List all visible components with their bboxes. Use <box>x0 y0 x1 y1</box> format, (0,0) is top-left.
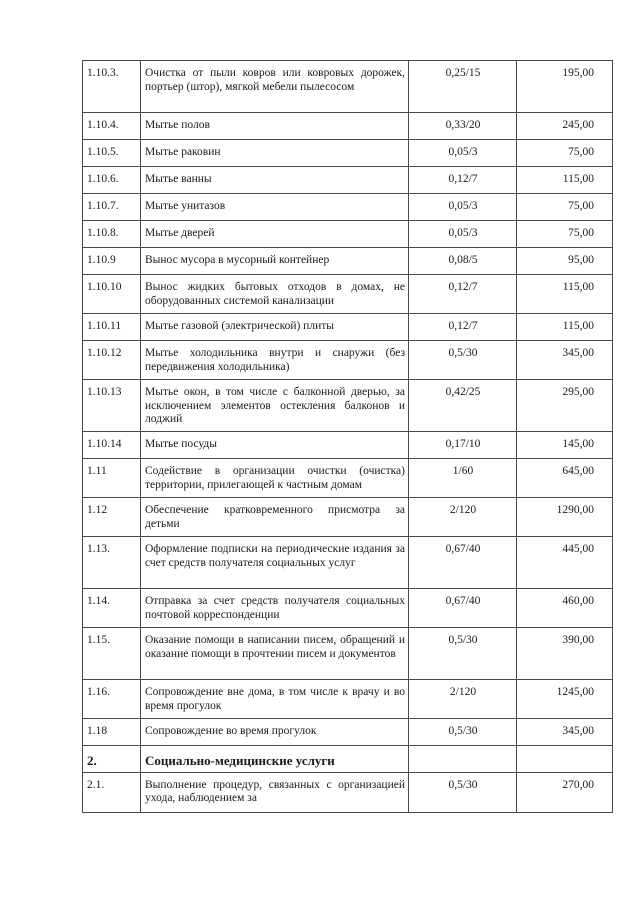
service-description: Оформление подписки на периодические издания за счет средств получателя социальных услуг <box>141 537 409 589</box>
service-price: 345,00 <box>517 341 613 380</box>
time-norm: 0,08/5 <box>409 248 517 275</box>
row-number: 1.10.10 <box>83 275 141 314</box>
service-description: Обеспечение кратковременного присмотра за детьми <box>141 498 409 537</box>
table-row <box>83 314 613 341</box>
row-number: 1.12 <box>83 498 141 537</box>
service-price: 1290,00 <box>517 498 613 537</box>
service-price: 445,00 <box>517 537 613 589</box>
service-description: Сопровождение во время прогулок <box>141 719 409 746</box>
table-row <box>83 772 613 812</box>
row-number: 1.16. <box>83 680 141 719</box>
table-row <box>83 221 613 248</box>
service-description: Мытье дверей <box>141 221 409 248</box>
services-price-table <box>82 60 613 813</box>
table-body <box>83 61 613 813</box>
section-title: Социально-медицинские услуги <box>141 746 409 773</box>
row-number: 1.13. <box>83 537 141 589</box>
time-norm: 2/120 <box>409 498 517 537</box>
table-row <box>83 432 613 459</box>
table-row <box>83 61 613 113</box>
time-norm: 0,05/3 <box>409 221 517 248</box>
service-price: 245,00 <box>517 113 613 140</box>
time-norm: 0,5/30 <box>409 719 517 746</box>
service-price: 1245,00 <box>517 680 613 719</box>
service-description: Выполнение процедур, связанных с организацией ухода, наблюдением за <box>141 772 409 812</box>
row-number: 1.18 <box>83 719 141 746</box>
time-norm: 0,17/10 <box>409 432 517 459</box>
table-row <box>83 628 613 680</box>
time-norm: 0,67/40 <box>409 537 517 589</box>
time-norm: 0,67/40 <box>409 589 517 628</box>
row-number: 2.1. <box>83 772 141 812</box>
empty-cell <box>517 746 613 773</box>
row-number: 1.15. <box>83 628 141 680</box>
row-number: 1.10.14 <box>83 432 141 459</box>
time-norm: 0,33/20 <box>409 113 517 140</box>
service-description: Оказание помощи в написании писем, обращений и оказание помощи в прочтении писем и документов <box>141 628 409 680</box>
section-header-row <box>83 746 613 773</box>
service-price: 195,00 <box>517 61 613 113</box>
time-norm: 1/60 <box>409 459 517 498</box>
row-number: 1.10.5. <box>83 140 141 167</box>
service-price: 460,00 <box>517 589 613 628</box>
service-description: Мытье унитазов <box>141 194 409 221</box>
service-description: Содействие в организации очистки (очистка) территории, прилегающей к частным домам <box>141 459 409 498</box>
table-row <box>83 680 613 719</box>
table-row <box>83 113 613 140</box>
table-row <box>83 341 613 380</box>
table-row <box>83 140 613 167</box>
service-description: Сопровождение вне дома, в том числе к врачу и во время прогулок <box>141 680 409 719</box>
time-norm: 0,42/25 <box>409 380 517 432</box>
time-norm: 0,05/3 <box>409 194 517 221</box>
service-description: Мытье ванны <box>141 167 409 194</box>
service-description: Мытье газовой (электрической) плиты <box>141 314 409 341</box>
service-description: Мытье раковин <box>141 140 409 167</box>
table-row <box>83 719 613 746</box>
service-price: 345,00 <box>517 719 613 746</box>
service-description: Вынос мусора в мусорный контейнер <box>141 248 409 275</box>
time-norm: 2/120 <box>409 680 517 719</box>
table-row <box>83 248 613 275</box>
time-norm: 0,5/30 <box>409 628 517 680</box>
service-price: 270,00 <box>517 772 613 812</box>
service-price: 75,00 <box>517 140 613 167</box>
service-price: 145,00 <box>517 432 613 459</box>
service-price: 75,00 <box>517 221 613 248</box>
service-price: 390,00 <box>517 628 613 680</box>
table-row <box>83 589 613 628</box>
service-description: Очистка от пыли ковров или ковровых дорожек, портьер (штор), мягкой мебели пылесосом <box>141 61 409 113</box>
row-number: 1.10.3. <box>83 61 141 113</box>
table-row <box>83 537 613 589</box>
service-price: 75,00 <box>517 194 613 221</box>
table-row <box>83 498 613 537</box>
service-price: 645,00 <box>517 459 613 498</box>
service-price: 115,00 <box>517 314 613 341</box>
table-row <box>83 167 613 194</box>
time-norm: 0,12/7 <box>409 275 517 314</box>
row-number: 1.10.6. <box>83 167 141 194</box>
row-number: 1.10.12 <box>83 341 141 380</box>
section-number: 2. <box>83 746 141 773</box>
service-description: Мытье посуды <box>141 432 409 459</box>
empty-cell <box>409 746 517 773</box>
service-price: 95,00 <box>517 248 613 275</box>
service-description: Отправка за счет средств получателя социальных почтовой корреспонденции <box>141 589 409 628</box>
service-price: 115,00 <box>517 275 613 314</box>
table-row <box>83 459 613 498</box>
time-norm: 0,5/30 <box>409 341 517 380</box>
time-norm: 0,12/7 <box>409 314 517 341</box>
service-price: 115,00 <box>517 167 613 194</box>
row-number: 1.10.9 <box>83 248 141 275</box>
time-norm: 0,05/3 <box>409 140 517 167</box>
service-description: Мытье полов <box>141 113 409 140</box>
row-number: 1.10.11 <box>83 314 141 341</box>
row-number: 1.10.4. <box>83 113 141 140</box>
row-number: 1.14. <box>83 589 141 628</box>
table-row <box>83 275 613 314</box>
time-norm: 0,12/7 <box>409 167 517 194</box>
row-number: 1.11 <box>83 459 141 498</box>
table-row <box>83 380 613 432</box>
service-description: Вынос жидких бытовых отходов в домах, не оборудованных системой канализации <box>141 275 409 314</box>
row-number: 1.10.7. <box>83 194 141 221</box>
service-description: Мытье окон, в том числе с балконной дверью, за исключением элементов остекления балконов и лоджий <box>141 380 409 432</box>
time-norm: 0,5/30 <box>409 772 517 812</box>
row-number: 1.10.13 <box>83 380 141 432</box>
service-description: Мытье холодильника внутри и снаружи (без передвижения холодильника) <box>141 341 409 380</box>
service-price: 295,00 <box>517 380 613 432</box>
table-row <box>83 194 613 221</box>
time-norm: 0,25/15 <box>409 61 517 113</box>
row-number: 1.10.8. <box>83 221 141 248</box>
